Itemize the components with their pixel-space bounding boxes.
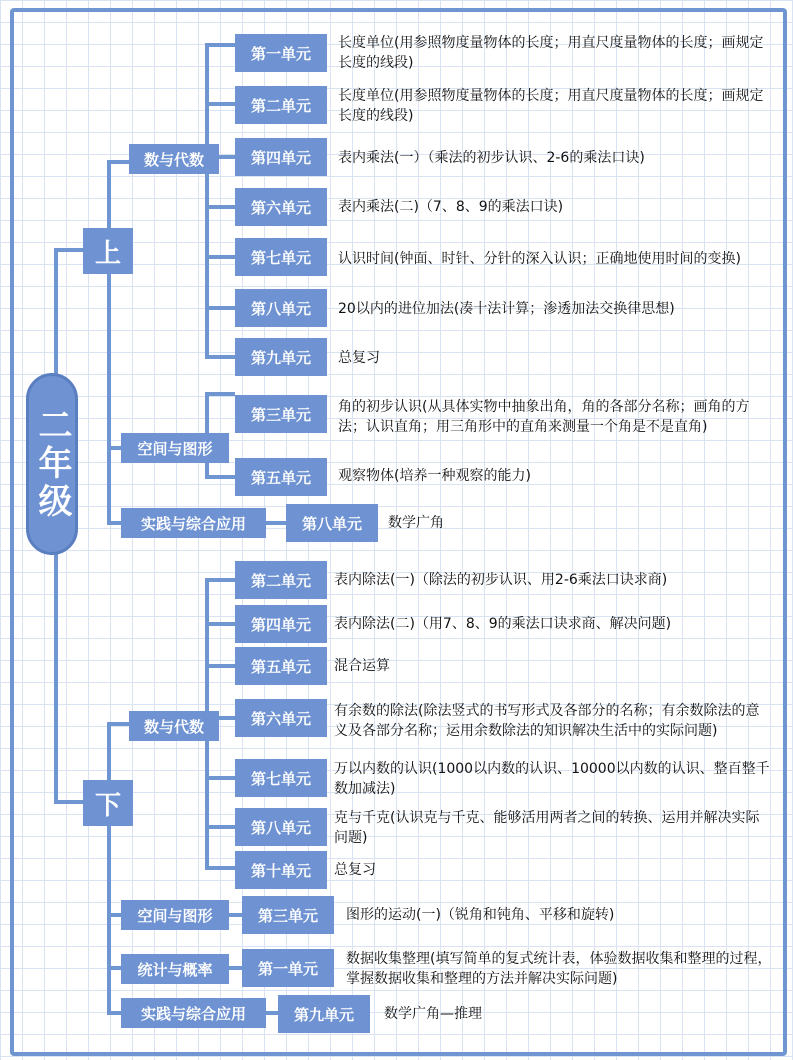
unit-label: 第二单元 xyxy=(235,86,327,124)
unit-content: 表内除法(二)（用7、8、9的乘法口诀求商、解决问题) xyxy=(334,616,672,632)
connector-line xyxy=(107,913,122,917)
connector-line xyxy=(205,43,209,359)
category-practice-lower: 实践与综合应用 xyxy=(121,998,266,1028)
category-number-algebra-lower: 数与代数 xyxy=(129,711,219,741)
unit-label: 第四单元 xyxy=(235,138,327,176)
connector-line xyxy=(54,553,58,803)
unit-content: 表内除法(一)（除法的初步认识、用2-6乘法口诀求商) xyxy=(334,572,668,588)
unit-content: 图形的运动(一)（锐角和钝角、平移和旋转) xyxy=(346,907,615,923)
connector-line xyxy=(107,446,122,450)
unit-label: 第三单元 xyxy=(242,896,334,934)
connector-line xyxy=(205,205,235,209)
category-number-algebra-upper: 数与代数 xyxy=(129,144,219,174)
connector-line xyxy=(107,722,131,726)
connector-line xyxy=(54,800,85,804)
connector-line xyxy=(205,622,235,626)
unit-label: 第九单元 xyxy=(235,338,327,376)
connector-line xyxy=(205,255,235,259)
connector-line xyxy=(205,355,235,359)
unit-label: 第八单元 xyxy=(286,504,378,542)
unit-content: 长度单位(用参照物度量物体的长度；用直尺度量物体的长度；画规定长度的线段) xyxy=(338,35,764,71)
unit-label: 第九单元 xyxy=(278,995,370,1033)
connector-line xyxy=(205,578,235,582)
connector-line xyxy=(229,966,242,970)
unit-label: 第四单元 xyxy=(235,605,327,643)
connector-line xyxy=(205,102,235,106)
connector-line xyxy=(266,1011,278,1015)
unit-content: 数学广角 xyxy=(388,515,444,531)
unit-label: 第一单元 xyxy=(242,949,334,987)
connector-line xyxy=(205,866,235,870)
unit-label: 第五单元 xyxy=(235,647,327,685)
unit-label: 第十单元 xyxy=(235,851,327,889)
connector-line xyxy=(205,392,235,396)
unit-content: 总复习 xyxy=(338,350,380,366)
unit-label: 第八单元 xyxy=(235,808,327,846)
connector-line xyxy=(229,913,242,917)
unit-label: 第五单元 xyxy=(235,458,327,496)
connector-line xyxy=(107,160,131,164)
unit-content: 数学广角—推理 xyxy=(384,1006,482,1022)
unit-content: 表内乘法(一）（乘法的初步认识、2-6的乘法口诀) xyxy=(338,150,645,166)
unit-label: 第六单元 xyxy=(235,699,327,737)
unit-content: 长度单位(用参照物度量物体的长度；用直尺度量物体的长度；画规定长度的线段) xyxy=(338,88,764,124)
unit-label: 第八单元 xyxy=(235,289,327,327)
connector-line xyxy=(107,1011,122,1015)
unit-label: 第七单元 xyxy=(235,238,327,276)
unit-content: 角的初步认识(从具体实物中抽象出角，角的各部分名称；画角的方法；认识直角；用三角形中的直角来测量一个角是不是直角) xyxy=(338,399,750,435)
category-practice-upper: 实践与综合应用 xyxy=(121,508,266,538)
unit-content: 混合运算 xyxy=(334,658,390,674)
unit-content: 表内乘法(二)（7、8、9的乘法口诀) xyxy=(338,199,564,215)
unit-content: 万以内数的认识(1000以内数的认识、10000以内数的认识、整百整千数加减法) xyxy=(334,761,770,797)
unit-label: 第二单元 xyxy=(235,561,327,599)
connector-line xyxy=(205,475,235,479)
unit-content: 克与千克(认识克与千克、能够活用两者之间的转换、运用并解决实际问题) xyxy=(334,810,760,846)
connector-line xyxy=(205,776,235,780)
unit-label: 第三单元 xyxy=(235,395,327,433)
semester-lower: 下 xyxy=(83,780,133,826)
unit-content: 有余数的除法(除法竖式的书写形式及各部分的名称；有余数除法的意义及各部分名称；运用余数除法的知识解决生活中的实际问题) xyxy=(334,703,760,739)
unit-content: 数据收集整理(填写简单的复式统计表，体验数据收集和整理的过程，掌握数据收集和整理的方法并解决实际问题) xyxy=(346,951,772,987)
unit-label: 第七单元 xyxy=(235,759,327,797)
connector-line xyxy=(54,248,85,252)
unit-label: 第六单元 xyxy=(235,188,327,226)
connector-line xyxy=(107,521,122,525)
unit-content: 20以内的进位加法(凑十法计算；渗透加法交换律思想) xyxy=(338,301,675,317)
connector-line xyxy=(205,43,235,47)
unit-content: 总复习 xyxy=(334,862,376,878)
unit-content: 观察物体(培养一种观察的能力) xyxy=(338,468,531,484)
connector-line xyxy=(205,825,235,829)
category-space-shape-upper: 空间与图形 xyxy=(121,433,229,463)
connector-line xyxy=(205,306,235,310)
category-space-shape-lower: 空间与图形 xyxy=(121,900,229,930)
semester-upper: 上 xyxy=(83,228,133,274)
connector-line xyxy=(266,521,286,525)
connector-line xyxy=(205,664,235,668)
connector-line xyxy=(107,722,111,1015)
connector-line xyxy=(107,966,122,970)
unit-label: 第一单元 xyxy=(235,34,327,72)
grade-title: 二年级 xyxy=(26,373,78,555)
unit-content: 认识时间(钟面、时针、分针的深入认识；正确地使用时间的变换) xyxy=(338,251,741,267)
category-statistics-lower: 统计与概率 xyxy=(121,954,229,984)
connector-line xyxy=(107,160,111,524)
connector-line xyxy=(54,248,58,375)
